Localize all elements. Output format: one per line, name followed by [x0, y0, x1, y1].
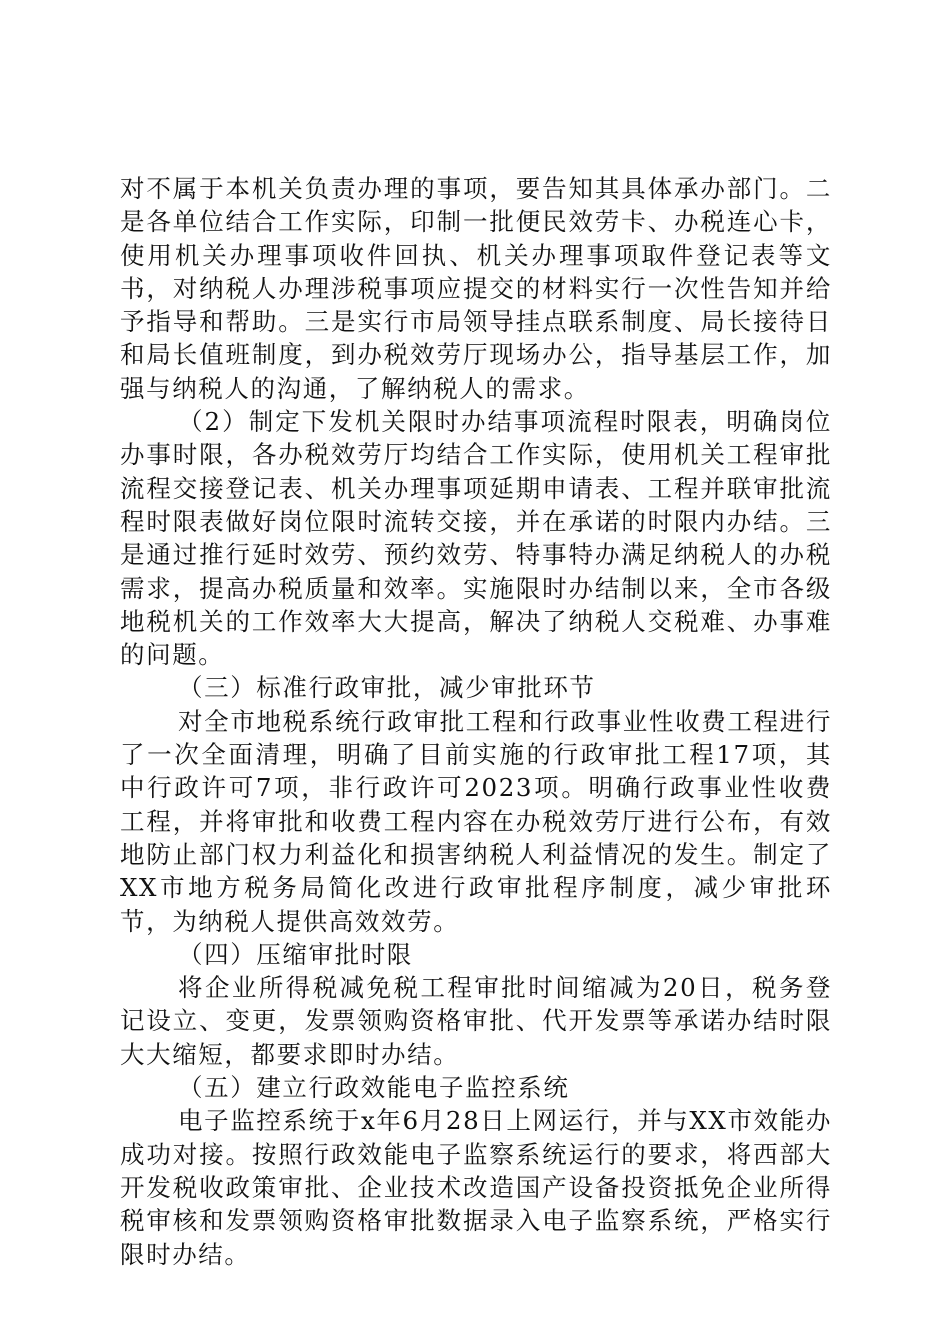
- section-heading-4: （四）压缩审批时限: [178, 939, 413, 969]
- paragraph-electronic-monitoring: 电子监控系统于x年6月28日上网运行，并与XX市效能办成功对接。按照行政效能电子监察系统运行的要求，将西部大开发税收政策审批、企业技术改造国产设备投资抵免企业所得税审核和发票领购资格审批数据录入电子监察系统，严格实行限时办结。: [120, 1106, 832, 1269]
- section-heading-3: （三）标准行政审批，减少审批环节: [178, 673, 596, 703]
- paragraph-continuation: 对不属于本机关负责办理的事项，要告知其具体承办部门。二是各单位结合工作实际，印制一批便民效劳卡、办税连心卡，使用机关办理事项收件回执、机关办理事项取件登记表等文书，对纳税人办理涉税事项应提交的材料实行一次性告知并给予指导和帮助。三是实行市局领导挂点联系制度、局长接待日和局长值班制度，到办税效劳厅现场办公，指导基层工作，加强与纳税人的沟通，了解纳税人的需求。: [120, 174, 832, 403]
- document-body: [120, 172, 832, 1271]
- section-heading-5: （五）建立行政效能电子监控系统: [178, 1073, 570, 1103]
- paragraph-time-limit-table: （2）制定下发机关限时办结事项流程时限表，明确岗位办事时限，各办税效劳厅均结合工作实际，使用机关工程审批流程交接登记表、机关办理事项延期申请表、工程并联审批流程时限表做好岗位限时流转交接，并在承诺的时限内办结。三是通过推行延时效劳、预约效劳、特事特办满足纳税人的办税需求，提高办税质量和效率。实施限时办结制以来，全市各级地税机关的工作效率大大提高，解决了纳税人交税难、办事难的问题。: [120, 407, 832, 670]
- paragraph-administrative-approval: 对全市地税系统行政审批工程和行政事业性收费工程进行了一次全面清理，明确了目前实施的行政审批工程17项，其中行政许可7项，非行政许可2023项。明确行政事业性收费工程，并将审批和收费工程内容在办税效劳厅进行公布，有效地防止部门权力利益化和损害纳税人利益情况的发生。制定了XX市地方税务局简化改进行政审批程序制度，减少审批环节，为纳税人提供高效效劳。: [120, 706, 832, 936]
- paragraph-approval-time: 将企业所得税减免税工程审批时间缩减为20日，税务登记设立、变更，发票领购资格审批、代开发票等承诺办结时限大大缩短，都要求即时办结。: [120, 973, 832, 1069]
